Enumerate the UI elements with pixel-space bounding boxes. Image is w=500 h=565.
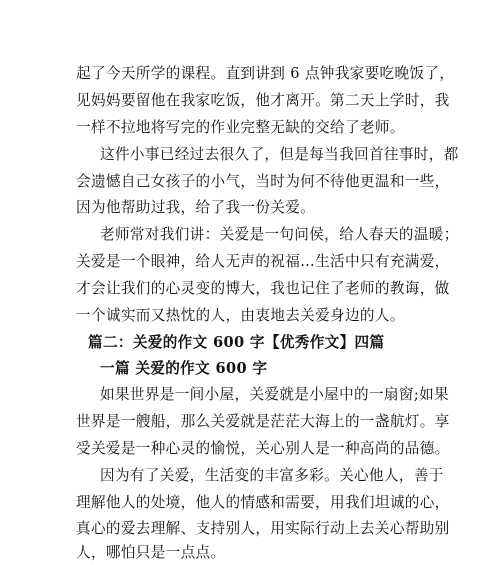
text-line: 真心的爱去理解、支持别人，用实际行动上去关心帮助别	[76, 520, 450, 537]
text-line: 起了今天所学的课程。直到讲到 6 点钟我家要吃晚饭了，	[76, 65, 455, 82]
text-line: 一个诚实而又热忱的人，由衷地去关爱身边的人。	[76, 307, 405, 324]
section-heading: 篇二：关爱的作文 600 字【优秀作文】四篇	[88, 334, 385, 351]
text-line: 才会让我们的心灵变的博大，我也记住了老师的教诲，做	[76, 280, 450, 297]
paragraph-first-line: 老师常对我们讲：关爱是一句问侯，给人春天的温暖；	[100, 226, 459, 243]
text-line: 会遗憾自己女孩子的小气，当时为何不待他更温和一些，	[76, 173, 450, 190]
article-heading: 一篇 关爱的作文 600 字	[100, 360, 268, 377]
paragraph-first-line: 如果世界是一间小屋，关爱就是小屋中的一扇窗;如果	[100, 386, 449, 403]
paragraph-first-line: 这件小事已经过去很久了，但是每当我回首往事时，都	[100, 146, 459, 163]
paragraph-first-line: 因为有了关爱，生活变的丰富多彩。关心他人，善于	[100, 467, 444, 484]
text-line: 见妈妈要留他在我家吃饭，他才离开。第二天上学时，我	[76, 92, 450, 109]
text-line: 关爱是一个眼神，给人无声的祝福…生活中只有充满爱，	[76, 253, 450, 270]
text-line: 理解他人的处境，他人的情感和需要，用我们坦诚的心，	[76, 494, 450, 511]
text-line: 一样不拉地将写完的作业完整无缺的交给了老师。	[76, 119, 405, 136]
text-line: 受关爱是一种心灵的愉悦，关心别人是一种高尚的品德。	[76, 440, 450, 457]
text-line: 世界是一艘船，那么关爱就是茫茫大海上的一盏航灯。享	[76, 413, 450, 430]
text-line: 因为他帮助过我，给了我一份关爱。	[76, 199, 316, 216]
text-line: 人，哪怕只是一点点。	[76, 544, 226, 561]
